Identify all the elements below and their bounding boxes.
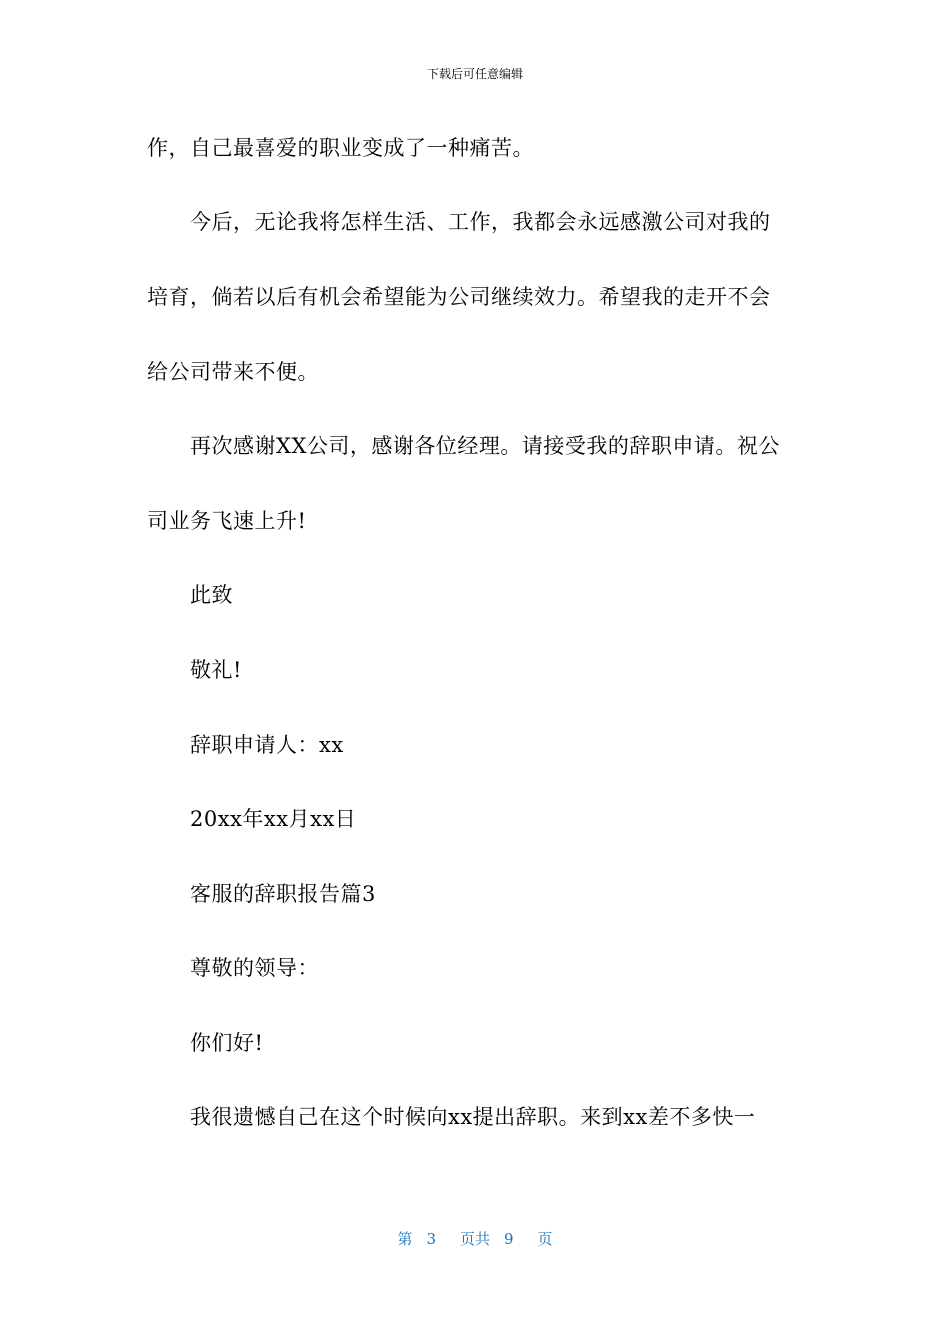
body-line-13: 你们好! <box>147 1031 264 1055</box>
body-line-12: 尊敬的领导： <box>147 956 319 980</box>
body-line-6: 司业务飞速上升! <box>147 509 307 533</box>
footer-prefix: 第 <box>397 1230 413 1248</box>
body-line-3: 培育，倘若以后有机会希望能为公司继续效力。希望我的走开不会 <box>147 285 771 309</box>
footer-suffix: 页 <box>537 1230 553 1248</box>
body-line-14: 我很遗憾自己在这个时候向xx提出辞职。来到xx差不多快一 <box>147 1105 756 1129</box>
body-line-7: 此致 <box>147 583 233 607</box>
body-line-1: 作，自己最喜爱的职业变成了一种痛苦。 <box>147 136 534 160</box>
page-footer <box>0 1229 950 1249</box>
body-line-2: 今后，无论我将怎样生活、工作，我都会永远感激公司对我的 <box>147 210 771 234</box>
body-line-5: 再次感谢XX公司，感谢各位经理。请接受我的辞职申请。祝公 <box>147 434 780 458</box>
body-line-4: 给公司带来不便。 <box>147 360 319 384</box>
footer-middle: 页共 <box>459 1230 490 1248</box>
body-line-10: 20xx年xx月xx日 <box>147 807 357 831</box>
body-line-8: 敬礼! <box>147 658 242 682</box>
footer-current-page: 3 <box>426 1230 436 1248</box>
footer-total-pages: 9 <box>504 1230 514 1248</box>
page-header: 下载后可任意编辑 <box>426 67 523 81</box>
body-line-11: 客服的辞职报告篇3 <box>147 882 376 906</box>
body-line-9: 辞职申请人：xx <box>147 733 344 757</box>
